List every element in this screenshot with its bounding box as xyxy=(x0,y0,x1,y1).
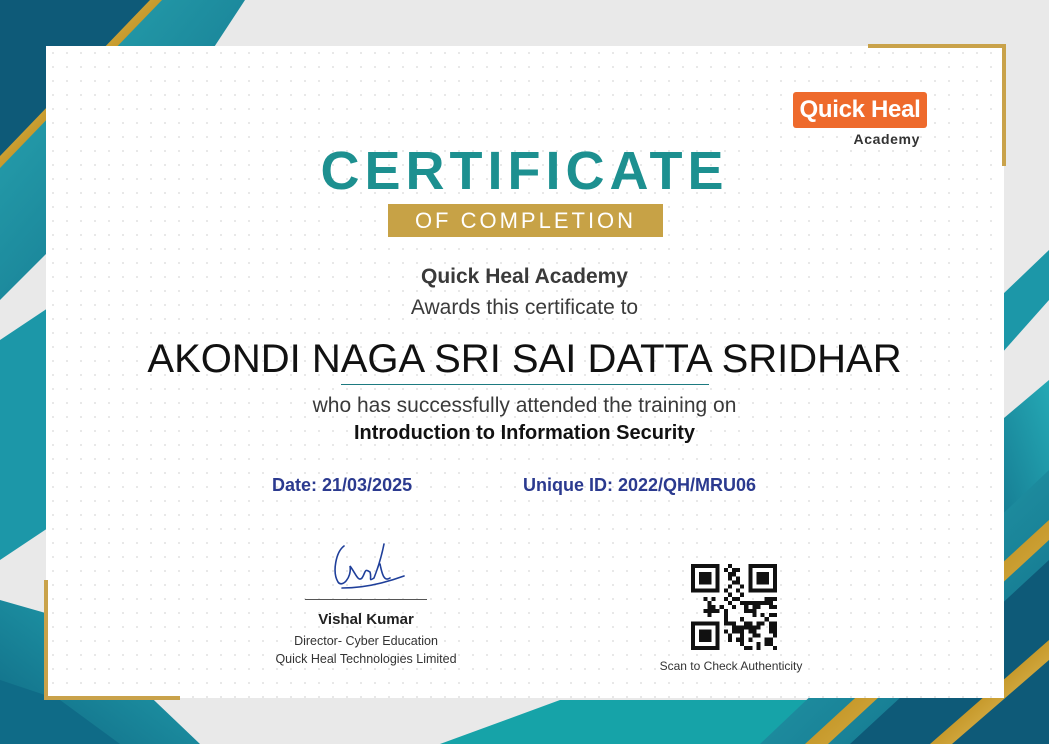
recipient-name: AKONDI NAGA SRI SAI DATTA SRIDHAR xyxy=(147,337,902,381)
attended-text: who has successfully attended the training on xyxy=(312,394,737,417)
signature-icon xyxy=(322,538,410,598)
recipient-underline xyxy=(341,384,709,385)
issuer-name: Quick Heal Academy xyxy=(421,265,628,288)
issue-date: Date: 21/03/2025 xyxy=(272,475,413,495)
signatory-company: Quick Heal Technologies Limited xyxy=(275,652,457,666)
signatory-name: Vishal Kumar xyxy=(318,611,414,628)
qr-code-icon[interactable] xyxy=(691,564,777,650)
signatory-role: Director- Cyber Education xyxy=(294,634,438,648)
certificate-title: CERTIFICATE xyxy=(320,141,729,201)
course-name: Introduction to Information Security xyxy=(353,422,696,444)
quick-heal-logo: Quick Heal xyxy=(793,92,927,128)
logo-academy-label: Academy xyxy=(853,131,920,147)
qr-caption: Scan to Check Authenticity xyxy=(659,659,803,673)
awards-text: Awards this certificate to xyxy=(410,296,639,319)
unique-id: Unique ID: 2022/QH/MRU06 xyxy=(523,475,757,495)
completion-banner: OF COMPLETION xyxy=(388,204,663,237)
signature-line xyxy=(305,599,427,600)
